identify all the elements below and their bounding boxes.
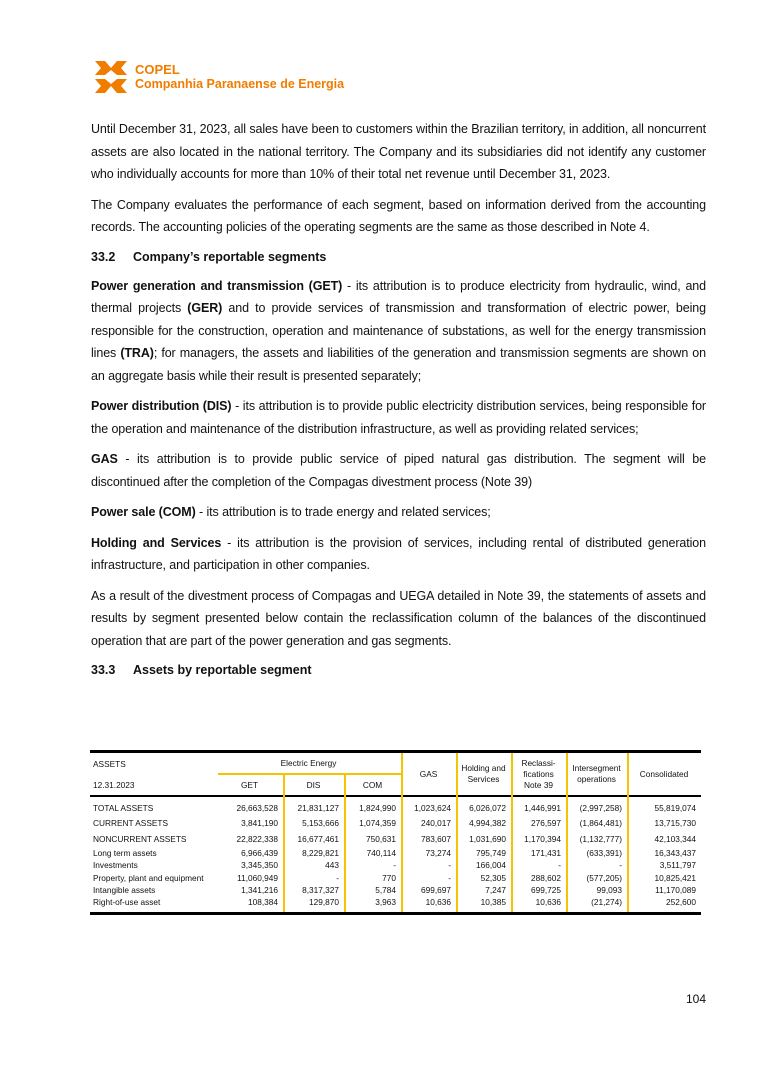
col-header-dis: DIS — [284, 774, 345, 796]
paragraph-performance-evaluation: The Company evaluates the performance of each segment, based on information derived from the accounting records. The accounting policies of the operating segments are the same as those described in Note 4. — [91, 197, 706, 234]
segment-get-description: Power generation and transmission (GET) - its attribution is to produce electricity from hydraulic, wind, and thermal projects (GER) and to provide services of transmission and transformation of electric power, being responsible for the construction, operation and maintenance of substations, as well for the energy transmission lines (TRA); for managers, the assets and liabilities of the generation and transmission segments are shown on an aggregate basis while their result is presented separately; — [91, 278, 707, 383]
section-title: Assets by reportable segment — [133, 663, 312, 677]
table-row: CURRENT ASSETS 3,841,190 5,153,666 1,074,359 240,017 4,994,382 276,597 (1,864,481) 13,715,730 — [90, 815, 701, 831]
brand-line-1: COPEL — [135, 62, 180, 77]
segment-gas-description: GAS - its attribution is to provide public service of piped natural gas distribution. The segment will be discontinued after the completion of the Compagas divestment process (Note 39) — [91, 452, 706, 489]
col-header-consolidated: Consolidated — [628, 752, 701, 797]
page-header — [93, 59, 344, 95]
table-row: Intangible assets 1,341,216 8,317,327 5,784 699,697 7,247 699,725 99,093 11,170,089 — [93, 885, 697, 896]
copel-logo-icon — [93, 59, 129, 95]
segment-dis-description: Power distribution (DIS) - its attribution is to provide public electricity distribution services, being responsible for the operation and maintenance of the distribution infrastructure, as well as providing related services; — [91, 399, 706, 436]
col-header-get: GET — [218, 774, 284, 796]
table-row: Right-of-use asset 108,384 129,870 3,963 10,636 10,385 10,636 (21,274) 252,600 — [90, 896, 701, 914]
col-header-intersegment: Intersegment operations — [567, 752, 628, 797]
section-heading-33-2 — [91, 247, 706, 267]
col-header-gas: GAS — [402, 752, 457, 797]
group-header-electric-energy: Electric Energy — [218, 752, 402, 775]
date-label: 12.31.2023 — [93, 779, 135, 790]
col-header-holding: Holding and Services — [457, 752, 512, 797]
table-row: TOTAL ASSETS 26,663,528 21,831,127 1,824,990 1,023,624 6,026,072 1,446,991 (2,997,258) 55,819,074 — [90, 796, 701, 815]
segment-com-description: Power sale (COM) - its attribution is to trade energy and related services; — [91, 505, 491, 519]
assets-by-segment-table — [90, 750, 701, 915]
section-number: 33.2 — [91, 249, 116, 264]
document-body — [91, 118, 706, 688]
segment-gas-title: GAS — [91, 452, 118, 466]
section-title: Company’s reportable segments — [133, 249, 327, 264]
table-header-row-1 — [90, 752, 701, 775]
segment-get-title: Power generation and transmission (GET) — [91, 278, 343, 293]
table-row: Property, plant and equipment 11,060,949 - 770 - 52,305 288,602 (577,205) 10,825,421 — [93, 872, 697, 883]
segment-holding-title: Holding and Services — [91, 535, 222, 550]
brand-line-2: Companhia Paranaense de Energia — [135, 77, 345, 91]
paragraph-divestment: As a result of the divestment process of Compagas and UEGA detailed in Note 39, the statements of assets and results by segment presented below contain the reclassification column of the balances of the discontinued operation that are part of the power generation and gas segments. — [91, 588, 706, 648]
section-heading-33-3 — [91, 660, 706, 680]
corner-label: ASSETS — [90, 752, 218, 775]
table-row: Investments 3,345,350 443 - - 166,004 - - 3,511,797 — [93, 860, 697, 871]
brand-name — [135, 63, 344, 91]
col-header-reclassifications: Reclassi- fications Note 39 — [512, 752, 567, 797]
page-number: 104 — [686, 992, 707, 1006]
section-number: 33.3 — [91, 663, 116, 677]
segment-dis-title: Power distribution (DIS) — [91, 399, 232, 413]
assets-by-segment-table-wrapper — [90, 750, 701, 915]
col-header-com: COM — [345, 774, 402, 796]
table-row: NONCURRENT ASSETS 22,822,338 16,677,461 750,631 783,607 1,031,690 1,170,394 (1,132,777) 42,103,344 — [90, 831, 701, 847]
segment-com-title: Power sale (COM) — [91, 505, 196, 519]
paragraph-sales-territory: Until December 31, 2023, all sales have been to customers within the Brazilian territory, in addition, all noncurrent assets are also located in the national territory. The Company and its subsidiaries did not identify any customer who individually accounts for more than 10% of their total net revenue until December 31, 2023. — [91, 122, 706, 181]
table-row: Long term assets 6,966,439 8,229,821 740,114 73,274 795,749 171,431 (633,391) 16,343,437 — [93, 848, 697, 859]
segment-holding-description: Holding and Services - its attribution is the provision of services, including rental of distributed generation infrastructure, and participation in other companies. — [91, 535, 706, 572]
